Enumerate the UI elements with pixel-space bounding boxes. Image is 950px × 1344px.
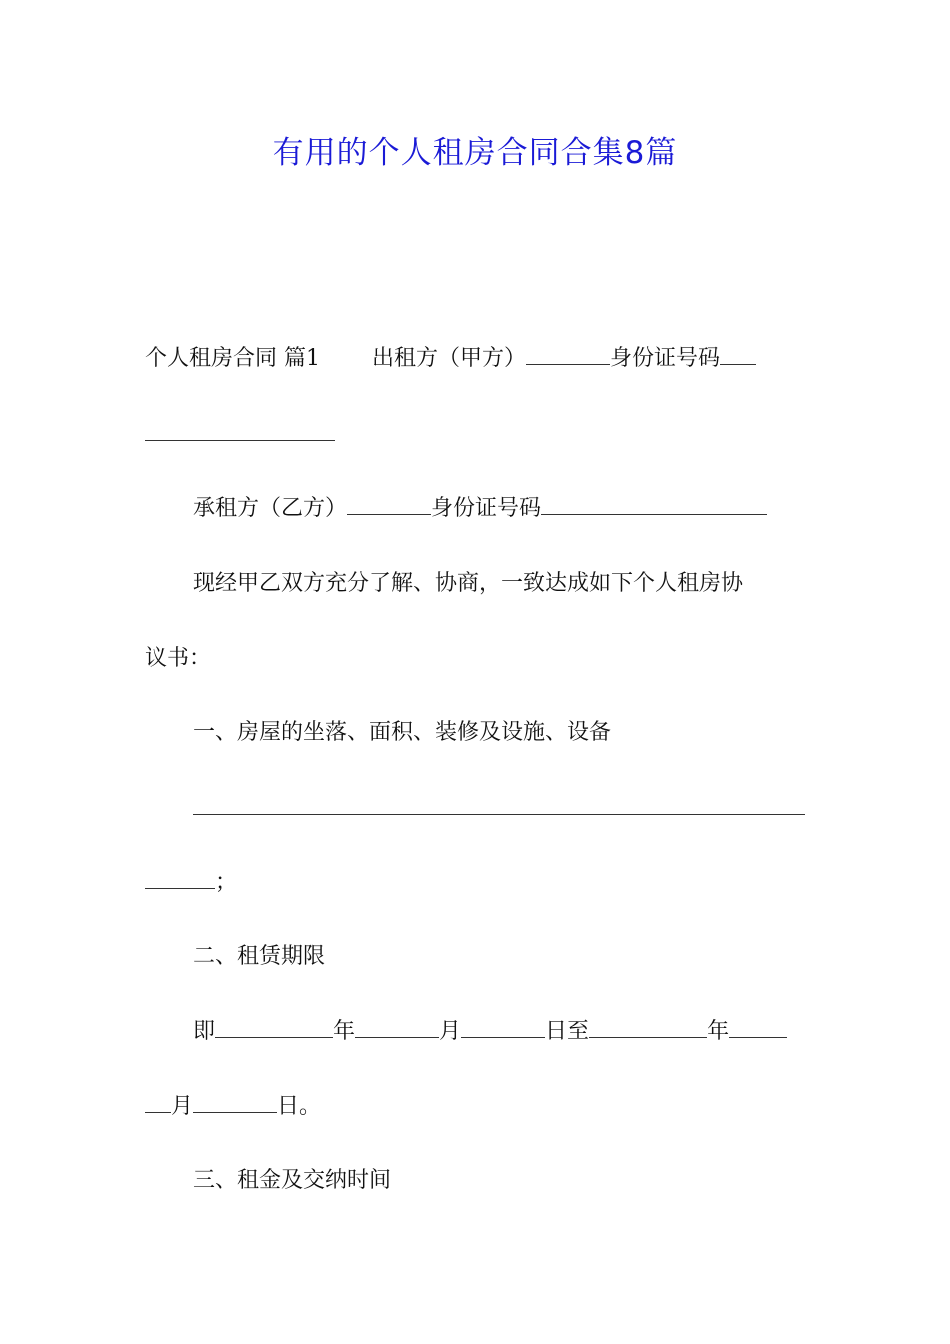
- end-month-blank-start: [729, 1018, 787, 1038]
- lessee-label: 承租方（乙方）: [193, 496, 348, 521]
- lessor-id-blank-end: [145, 421, 335, 441]
- clause2-heading: 二、租赁期限: [193, 944, 326, 969]
- end-day-blank: [193, 1093, 277, 1113]
- lessee-name-blank: [347, 495, 431, 515]
- lessee-id-label: 身份证号码: [431, 496, 542, 521]
- term-line: [193, 1017, 787, 1047]
- day-end-label: 日。: [277, 1094, 322, 1119]
- lessee-id-blank: [541, 495, 767, 515]
- lessee-line: [193, 494, 767, 524]
- lessor-id-blank-start: [720, 345, 756, 365]
- lessor-id-continuation: [145, 420, 335, 450]
- property-details-blank-end: [145, 869, 215, 889]
- term-prefix: 即: [193, 1019, 216, 1044]
- semicolon: ；: [215, 870, 238, 895]
- term-line-end: [145, 1092, 321, 1122]
- start-year-label: 年: [333, 1019, 356, 1044]
- lessor-id-label: 身份证号码: [610, 346, 721, 371]
- property-details-blank: [193, 795, 805, 815]
- start-day-blank: [461, 1018, 545, 1038]
- contract-header-line: [145, 344, 756, 374]
- intro-paragraph-line2: 议书：: [145, 646, 212, 671]
- end-year-label: 年: [707, 1019, 730, 1044]
- day-to-label: 日至: [545, 1019, 590, 1044]
- clause1-heading: 一、房屋的坐落、面积、装修及设施、设备: [193, 720, 612, 745]
- intro-paragraph-line1: 现经甲乙双方充分了解、协商，一致达成如下个人租房协: [193, 571, 744, 596]
- end-year-blank: [589, 1018, 707, 1038]
- clause1-blank-line: [193, 794, 805, 824]
- start-year-blank: [215, 1018, 333, 1038]
- end-month-blank-end: [145, 1093, 171, 1113]
- section-number: 篇1: [284, 346, 321, 371]
- start-month-label: 月: [439, 1019, 462, 1044]
- document-title: 有用的个人租房合同合集8篇: [272, 135, 678, 171]
- start-month-blank: [355, 1018, 439, 1038]
- end-month-label: 月: [171, 1094, 194, 1119]
- lessor-name-blank: [526, 345, 610, 365]
- clause3-heading: 三、租金及交纳时间: [193, 1168, 392, 1193]
- lessor-label: 出租方（甲方）: [372, 346, 527, 371]
- clause1-blank-end: [145, 868, 237, 898]
- section-label: 个人租房合同: [145, 346, 278, 371]
